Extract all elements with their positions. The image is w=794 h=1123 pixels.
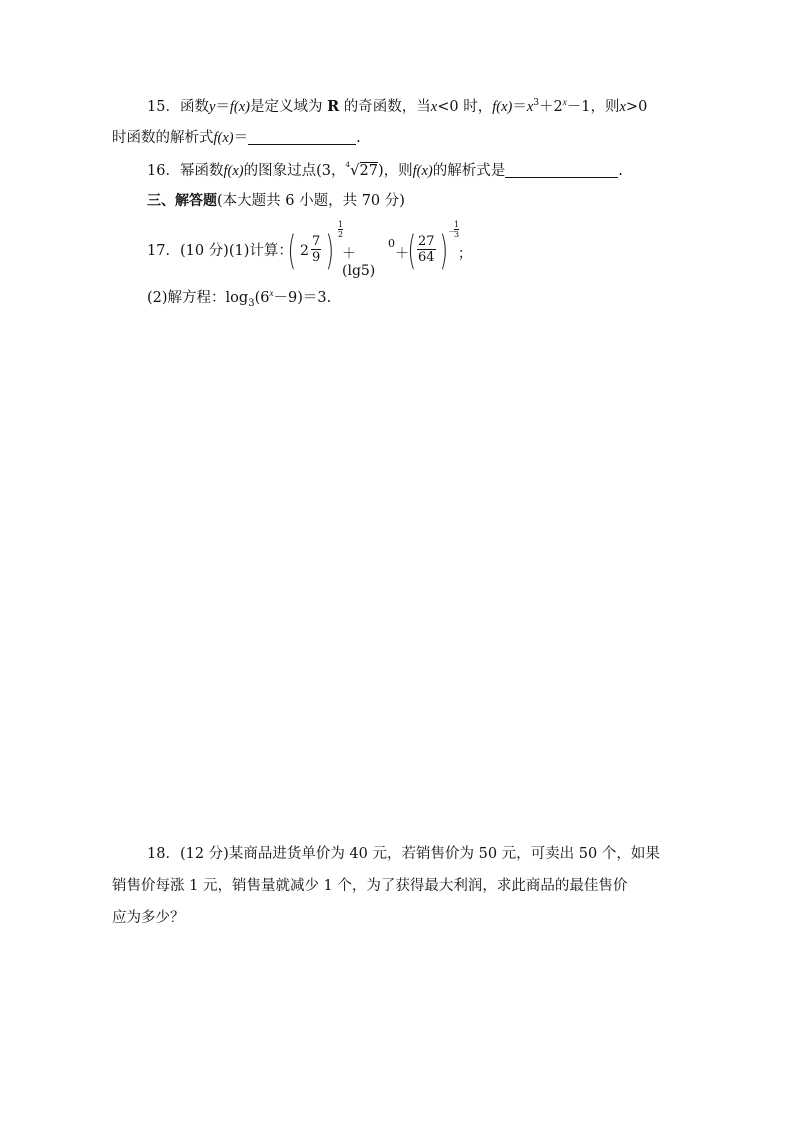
period: .	[356, 130, 361, 146]
numerator: 1	[338, 220, 344, 229]
text: 的解析式是	[432, 163, 506, 179]
q17-label	[147, 241, 293, 261]
q18-line1: 18．(12 分)某商品进货单价为 40 元，若销售价为 50 元，可卖出 50 个，如果	[147, 846, 660, 862]
text: －9)＝3.	[273, 290, 332, 306]
var-x: x	[526, 99, 534, 115]
fourth-root	[345, 160, 377, 181]
fraction-7-9	[311, 234, 321, 265]
numerator: 1	[454, 220, 460, 229]
section-desc: (本大题共 6 小题，共 70 分)	[217, 193, 405, 209]
log: log	[225, 290, 249, 306]
var-y: y	[208, 99, 216, 115]
right-paren: )	[439, 228, 449, 274]
denominator: 3	[454, 230, 460, 239]
exponent-1-2	[338, 220, 343, 239]
answer-blank-16[interactable]	[505, 163, 618, 178]
answer-blank-15[interactable]	[248, 130, 356, 145]
denominator: 2	[338, 230, 344, 239]
exponent-zero: 0	[388, 237, 395, 250]
section-title: 三、解答题	[147, 193, 217, 209]
period: .	[618, 163, 623, 179]
var-f: f	[223, 163, 228, 179]
semicolon: ；	[458, 246, 472, 262]
equals: ＝	[233, 130, 249, 146]
left-paren: (	[407, 228, 417, 274]
var-f: f	[229, 99, 234, 115]
right-paren: )	[325, 228, 335, 274]
q18-line2: 销售价每涨 1 元，销售量就减少 1 个，为了获得最大利润，求此商品的最佳售价	[112, 878, 628, 894]
numerator: 7	[312, 234, 321, 249]
q15-line1	[147, 97, 647, 117]
q15-number: 15．函数	[147, 99, 209, 115]
plus-lg5: ＋(lg5)	[342, 246, 376, 279]
log-base: 3	[248, 298, 255, 309]
text: )，则	[377, 163, 413, 179]
numerator: 27	[418, 234, 435, 249]
fraction-27-64	[417, 234, 436, 265]
left-paren: (	[287, 228, 297, 274]
var-x: (x)	[496, 99, 513, 115]
radical-icon: √	[349, 161, 360, 179]
equals: ＝	[512, 99, 527, 115]
var-x: x	[430, 99, 438, 115]
text: (6	[254, 290, 270, 306]
text: 的奇函数，当	[343, 99, 431, 115]
text: <0 时，	[437, 99, 493, 115]
var-x: (x)	[416, 163, 433, 179]
root-value: 27	[359, 163, 378, 179]
q18-line3: 应为多少？	[112, 910, 185, 926]
integer-part: 2	[300, 243, 309, 259]
exponent-1-3	[454, 220, 459, 239]
text: 的图象过点(3，	[243, 163, 346, 179]
var-x: (x)	[217, 130, 234, 146]
q16-number: 16．幂函数	[147, 163, 224, 179]
q17-part2	[147, 288, 331, 308]
q17-text: 17．(10 分)(1)计算：	[147, 243, 293, 259]
q15-line2	[112, 128, 361, 148]
var-f: f	[492, 99, 497, 115]
denominator: 64	[418, 250, 435, 265]
exponent: 3	[533, 98, 540, 108]
text: 时函数的解析式	[112, 130, 214, 146]
equals: ＝	[215, 99, 230, 115]
part2-label: (2)解方程：	[147, 290, 226, 306]
set-R: R	[327, 98, 340, 115]
minus-sign: －	[448, 227, 456, 236]
var-x: (x)	[233, 99, 251, 115]
text: >0	[625, 99, 648, 115]
exponent: x	[269, 288, 274, 298]
exponent: x	[562, 97, 567, 107]
plus: ＋	[395, 246, 409, 262]
denominator: 9	[312, 250, 321, 265]
section-heading	[147, 191, 405, 211]
q16-line	[147, 160, 623, 181]
text: ＋2	[539, 99, 563, 115]
root-index: 4	[345, 161, 350, 169]
text: 是定义域为	[250, 99, 323, 115]
text: －1，则	[566, 99, 620, 115]
var-x: (x)	[227, 163, 244, 179]
var-x: x	[619, 99, 626, 115]
var-f: f	[412, 163, 417, 179]
var-f: f	[213, 130, 218, 146]
